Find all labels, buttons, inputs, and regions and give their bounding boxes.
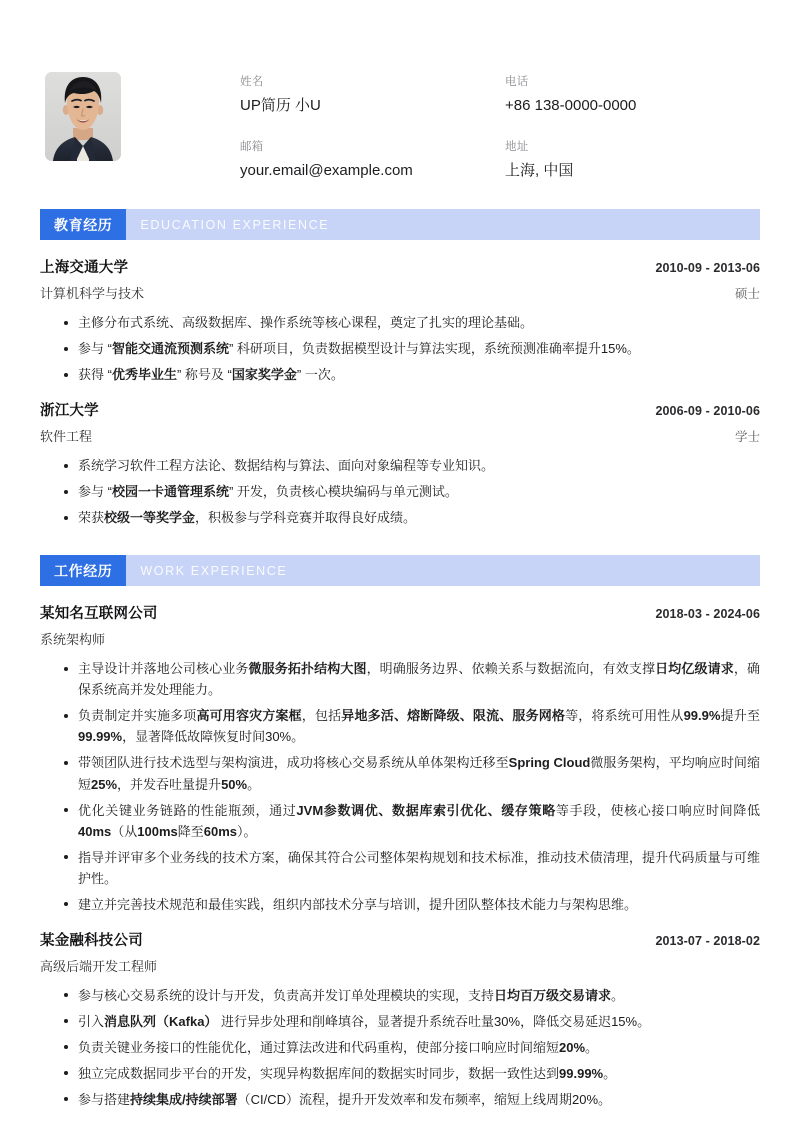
entry: [40, 399, 760, 528]
entry-sub-row: [40, 283, 760, 302]
bullet-emphasis: 20%: [559, 1039, 586, 1055]
entry: [40, 929, 760, 1110]
bullet-emphasis: 消息队列（Kafka）: [104, 1013, 218, 1029]
entry: [40, 602, 760, 915]
bullet-item: 引入消息队列（Kafka） 进行异步处理和削峰填谷，显著提升系统吞吐量30%，降低交易延迟15%。: [64, 1011, 760, 1032]
bullet-item: 参与核心交易系统的设计与开发，负责高并发订单处理模块的实现，支持日均百万级交易请求。: [64, 985, 760, 1006]
entry-organization: 上海交通大学: [40, 260, 129, 276]
resume-header: [40, 0, 760, 199]
entry: [40, 256, 760, 385]
bullet-item: 负责关键业务接口的性能优化，通过算法改进和代码重构，使部分接口响应时间缩短20%。: [64, 1037, 760, 1058]
entry-organization: 某知名互联网公司: [40, 606, 158, 623]
bullet-emphasis: 日均百万级交易请求: [494, 987, 612, 1003]
entry-role: 系统架构师: [40, 632, 106, 648]
entry-role: 计算机科学与技术: [40, 286, 145, 301]
bullet-item: 参与 “智能交通流预测系统” 科研项目，负责数据模型设计与算法实现，系统预测准确率提升15%。: [64, 338, 760, 359]
entry-top-row: [40, 929, 760, 950]
bullet-item: 优化关键业务链路的性能瓶颈，通过JVM参数调优、数据库索引优化、缓存策略等手段，使核心接口响应时间降低40ms（从100ms降至60ms）。: [64, 800, 760, 842]
contact-field-address: [505, 139, 760, 182]
entry-meta: 硕士: [734, 287, 760, 301]
avatar: [45, 72, 121, 161]
bullet-item: 指导并评审多个业务线的技术方案，确保其符合公司整体架构规划和技术标准，推动技术债清理，提升代码质量与可维护性。: [64, 847, 760, 889]
entry-date-range: 2018-03 - 2024-06: [655, 607, 760, 622]
avatar-photo-icon: [45, 72, 121, 161]
bullet-emphasis: 校级一等奖学金: [104, 510, 196, 526]
section-title-cn-education: 教育经历: [40, 209, 126, 240]
bullet-item: 参与搭建持续集成/持续部署（CI/CD）流程，提升开发效率和发布频率，缩短上线周期20%。: [64, 1089, 760, 1110]
bullet-emphasis: 99.9%: [683, 708, 721, 724]
entry-sub-row: [40, 629, 760, 648]
entry-organization: 浙江大学: [40, 403, 99, 420]
entry-top-row: [40, 602, 760, 623]
section-work: [40, 555, 760, 1110]
section-header-work: [40, 555, 760, 586]
entry-date-range: 2013-07 - 2018-02: [655, 933, 760, 948]
section-title-cn-work: 工作经历: [40, 555, 126, 586]
entry-date-range: 2010-09 - 2013-06: [655, 261, 760, 275]
contact-field-email: [240, 139, 495, 182]
entry-bullet-list: [40, 455, 760, 528]
section-education: [40, 209, 760, 545]
bullet-emphasis: 高可用容灾方案框: [196, 708, 302, 724]
bullet-emphasis: 优秀毕业生: [111, 367, 177, 383]
contact-value-name: UP简历 小U: [240, 97, 321, 115]
bullet-item: 负责制定并实施多项高可用容灾方案框，包括异地多活、熔断降级、限流、服务网格等，将系统可用性从99.9%提升至99.99%，显著降低故障恢复时间30%。: [64, 705, 760, 747]
bullet-emphasis: 25%: [91, 776, 118, 792]
section-body-work: [40, 602, 760, 1110]
bullet-item: 获得 “优秀毕业生” 称号及 “国家奖学金” 一次。: [64, 364, 760, 385]
section-title-en-work: WORK EXPERIENCE: [140, 563, 288, 578]
contact-label-address: 地址: [505, 140, 529, 153]
bullet-item: 带领团队进行技术选型与架构演进，成功将核心交易系统从单体架构迁移至Spring Cloud微服务架构，平均响应时间缩短25%，并发吞吐量提升50%。: [64, 752, 760, 794]
section-body-education: [40, 256, 760, 545]
contact-label-phone: 电话: [505, 76, 529, 88]
sections-root: [40, 209, 760, 1110]
bullet-item: 主修分布式系统、高级数据库、操作系统等核心课程，奠定了扎实的理论基础。: [64, 312, 760, 333]
bullet-emphasis: 智能交通流预测系统: [111, 341, 229, 357]
entry-meta: 学士: [734, 430, 760, 445]
entry-bullet-list: [40, 985, 760, 1110]
contact-field-name: [240, 74, 495, 117]
bullet-item: 建立并完善技术规范和最佳实践，组织内部技术分享与培训，提升团队整体技术能力与架构思维。: [64, 894, 760, 915]
bullet-emphasis: 60ms: [203, 823, 238, 839]
entry-sub-row: [40, 956, 760, 975]
bullet-item: 系统学习软件工程方法论、数据结构与算法、面向对象编程等专业知识。: [64, 455, 760, 476]
bullet-emphasis: 40ms: [78, 823, 112, 839]
bullet-emphasis: 99.99%: [559, 1065, 604, 1081]
bullet-emphasis: 校园一卡通管理系统: [111, 484, 229, 500]
entry-role: 软件工程: [40, 429, 93, 445]
contact-label-name: 姓名: [240, 76, 264, 88]
entry-bullet-list: [40, 658, 760, 915]
bullet-emphasis: 持续集成/持续部署: [130, 1091, 238, 1107]
contact-grid: [240, 72, 760, 181]
entry-top-row: [40, 399, 760, 420]
bullet-emphasis: 日均亿级请求: [655, 661, 734, 677]
entry-sub-row: [40, 426, 760, 445]
bullet-emphasis: 异地多活、熔断降级、限流、服务网格: [341, 708, 566, 724]
entry-role: 高级后端开发工程师: [40, 958, 158, 974]
bullet-emphasis: JVM参数调优、数据库索引优化、缓存策略: [296, 802, 556, 818]
contact-value-address: 上海, 中国: [505, 161, 574, 179]
bullet-emphasis: 50%: [221, 776, 248, 792]
bullet-emphasis: 99.99%: [78, 729, 123, 745]
contact-field-phone: [505, 74, 760, 117]
section-title-en-education: EDUCATION EXPERIENCE: [140, 217, 330, 232]
entry-organization: 某金融科技公司: [40, 932, 143, 949]
bullet-item: 主导设计并落地公司核心业务微服务拓扑结构大图，明确服务边界、依赖关系与数据流向，有效支撑日均亿级请求，确保系统高并发处理能力。: [64, 658, 760, 700]
section-header-education: [40, 209, 760, 240]
contact-label-email: 邮箱: [240, 140, 264, 153]
bullet-emphasis: 微服务拓扑结构大图: [248, 661, 367, 677]
bullet-emphasis: Spring Cloud: [508, 755, 591, 771]
contact-value-email: your.email@example.com: [240, 161, 413, 179]
bullet-item: 参与 “校园一卡通管理系统” 开发，负责核心模块编码与单元测试。: [64, 481, 760, 502]
bullet-item: 独立完成数据同步平台的开发，实现异构数据库间的数据实时同步，数据一致性达到99.99%。: [64, 1063, 760, 1084]
bullet-emphasis: 国家奖学金: [231, 367, 297, 383]
bullet-item: 荣获校级一等奖学金，积极参与学科竞赛并取得良好成绩。: [64, 507, 760, 528]
entry-top-row: [40, 256, 760, 277]
avatar-container: [40, 72, 240, 161]
entry-date-range: 2006-09 - 2010-06: [655, 404, 760, 419]
contact-value-phone: +86 138-0000-0000: [505, 97, 637, 115]
bullet-emphasis: 100ms: [137, 823, 178, 839]
entry-bullet-list: [40, 312, 760, 385]
